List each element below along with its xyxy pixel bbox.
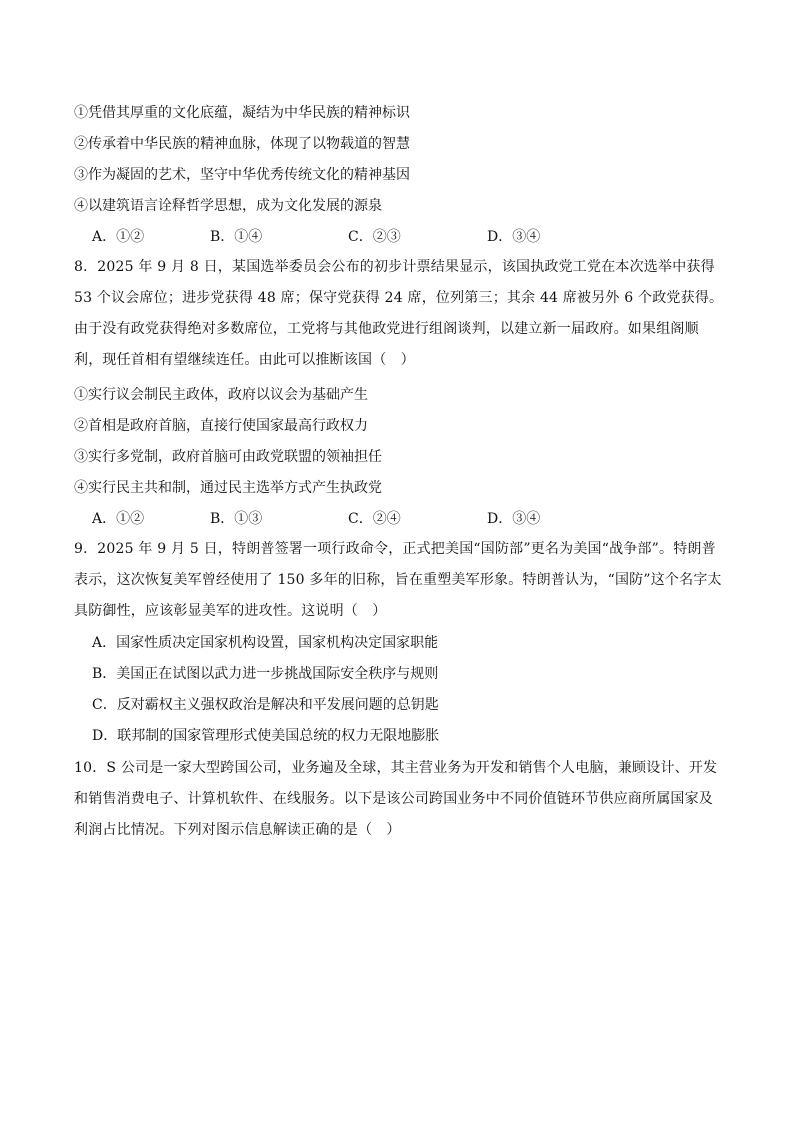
q8-stem: 8．2025 年 9 月 8 日，某国选举委员会公布的初步计票结果显示，该国执政党工党在本次选举中获得 53 个议会席位；进步党获得 48 席；保守党获得 24 席，位列第三；其余 44 席被另外 6 个政党获得。由于没有政党获得绝对多数席位，工党将与其他政党进行组阁谈判，以建立新一届政府。如果组阁顺利，现任首相有望继续连任。由此可以推断该国（ ） xyxy=(74,259,724,368)
q7-statement-2: ②传承着中华民族的精神血脉，体现了以物载道的智慧 xyxy=(74,136,410,152)
q7-option-d: D．③④ xyxy=(487,229,541,245)
q8-statement-3: ③实行多党制，政府首脑可由政党联盟的领袖担任 xyxy=(74,449,382,465)
q9-choice-c: C．反对霸权主义强权政治是解决和平发展问题的总钥匙 xyxy=(92,697,439,713)
q7-option-b: B．①④ xyxy=(210,229,263,245)
q10-stem: 10．S 公司是一家大型跨国公司，业务遍及全球，其主营业务为开发和销售个人电脑，兼顾设计、开发和销售消费电子、计算机软件、在线服务。以下是该公司跨国业务中不同价值链环节供应商所属国家及利润占比情况。下列对图示信息解读正确的是（ ） xyxy=(74,760,718,838)
q8-option-a: A．①② xyxy=(92,511,145,527)
q7-option-c: C．②③ xyxy=(348,229,401,245)
q8-statement-1: ①实行议会制民主政体，政府以议会为基础产生 xyxy=(74,387,368,403)
q8-statement-2: ②首相是政府首脑，直接行使国家最高行政权力 xyxy=(74,418,368,434)
q7-statement-1: ①凭借其厚重的文化底蕴，凝结为中华民族的精神标识 xyxy=(74,105,410,121)
q8-option-d: D．③④ xyxy=(487,511,541,527)
q8-option-c: C．②④ xyxy=(348,511,401,527)
q9-stem: 9．2025 年 9 月 5 日，特朗普签署一项行政命令，正式把美国“国防部”更名为美国“战争部”。特朗普表示，这次恢复美军曾经使用了 150 多年的旧称，旨在重塑美军形象。特朗普认为，“国防”这个名字太具防御性，应该彰显美军的进攻性。这说明（ ） xyxy=(74,541,722,619)
q7-option-a: A．①② xyxy=(92,229,145,245)
q7-statement-3: ③作为凝固的艺术，坚守中华优秀传统文化的精神基因 xyxy=(74,167,410,183)
q9-choice-b: B．美国正在试图以武力进一步挑战国际安全秩序与规则 xyxy=(92,666,439,682)
q8-option-b: B．①③ xyxy=(210,511,263,527)
q9-choice-d: D．联邦制的国家管理形式使美国总统的权力无限地膨胀 xyxy=(92,728,440,744)
q7-statement-4: ④以建筑语言诠释哲学思想，成为文化发展的源泉 xyxy=(74,198,382,214)
q9-choice-a: A．国家性质决定国家机构设置，国家机构决定国家职能 xyxy=(92,635,439,651)
q8-statement-4: ④实行民主共和制，通过民主选举方式产生执政党 xyxy=(74,480,382,496)
